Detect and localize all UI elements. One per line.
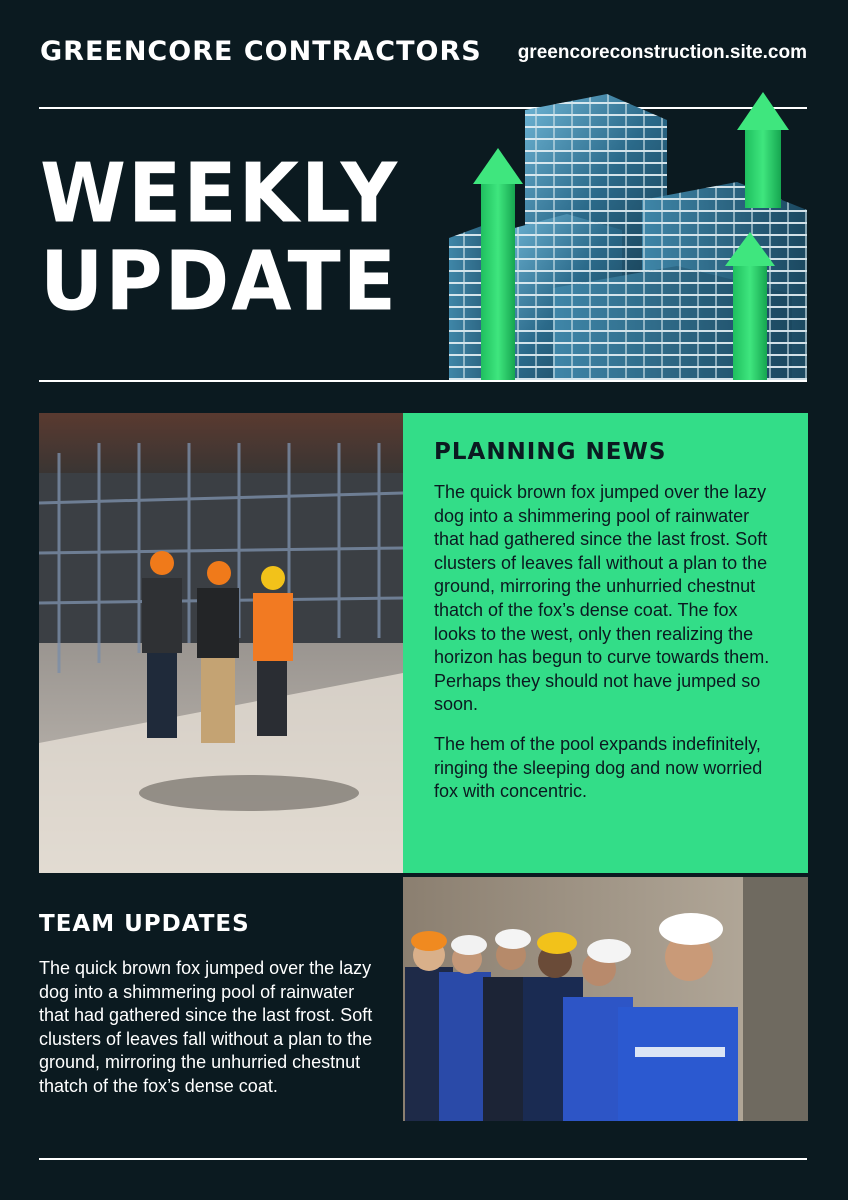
divider-bottom [39,1158,807,1160]
planning-news-paragraph-1: The quick brown fox jumped over the lazy dog into a shimmering pool of rainwater that had gathered since the last frost. Soft clusters of leaves fall without a plan to the ground, mirroring the unhurried chestnut thatch of the fox’s dense coat. The fox looks to the west, only then realizing the horizon has begun to curve towards them. Perhaps they should not have jumped so soon. [434,482,770,715]
headline-line-2: UPDATE [40,235,399,330]
planning-news-title: PLANNING NEWS [434,439,667,465]
page-title [40,146,400,330]
headline-line-1: WEEKLY [40,146,400,242]
team-updates-section [39,911,384,1099]
divider-middle [39,380,807,382]
team-updates-title: TEAM UPDATES [39,911,250,937]
brand-name: GREENCORE CONTRACTORS [40,36,482,67]
planning-news-panel [403,413,808,873]
team-updates-paragraph: The quick brown fox jumped over the lazy dog into a shimmering pool of rainwater that had gathered since the last frost. Soft clusters of leaves fall without a plan to the ground, mirroring the unhurried chestnut thatch of the fox’s dense coat. [39,958,373,1096]
construction-site-photo [39,413,403,873]
workers-row [405,913,738,1121]
planning-news-paragraph-2: The hem of the pool expands indefinitely, ringing the sleeping dog and now worried fox with concentric. [434,733,763,802]
buildings-growth-illustration [447,92,808,380]
website-url[interactable]: greencoreconstruction.site.com [517,42,807,63]
team-photo [403,877,808,1121]
